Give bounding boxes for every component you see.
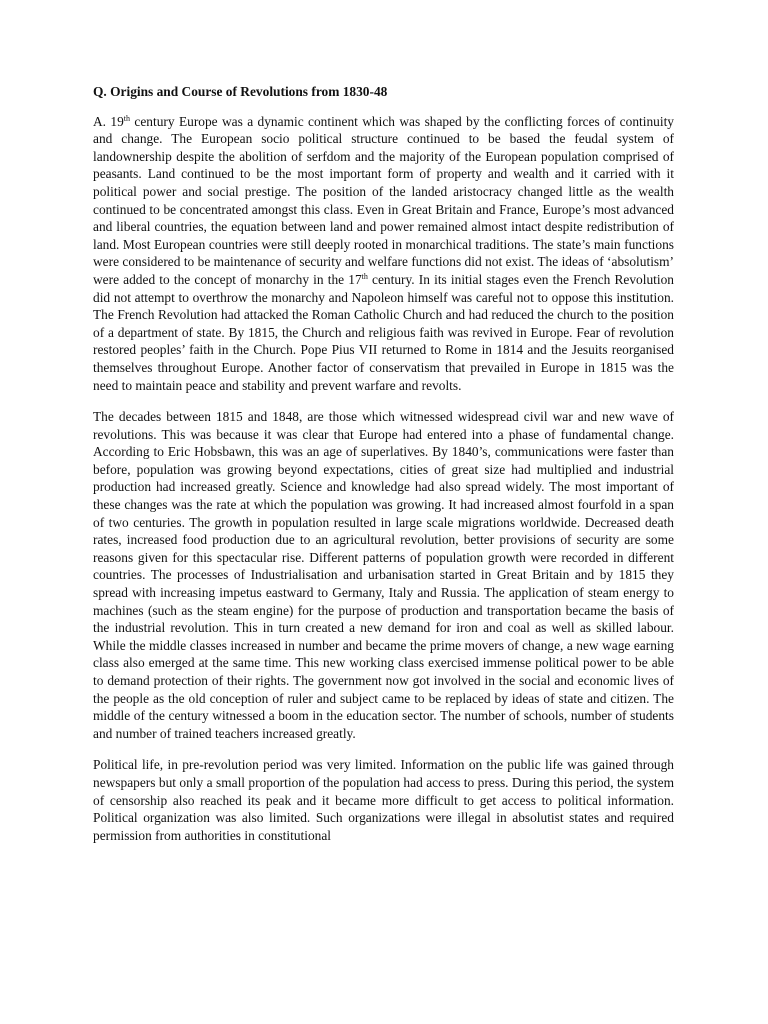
answer-paragraph-2: The decades between 1815 and 1848, are those which witnessed widespread civil war and new wave of revolutions. This was because it was clear that Europe had entered into a phase of fundamental change. According to Eric Hobsbawn, this was an age of superlatives. By 1840’s, communications were faster than before, population was growing beyond expectations, cities of great size had multiplied and industrial production had increased greatly. Science and knowledge had also spread widely. The most important of these changes was the rate at which the population was growing. It had increased almost fourfold in a span of two centuries. The growth in population resulted in large scale migrations worldwide. Decreased death rates, increased food production due to an agricultural revolution, better provisions of security are some reasons given for this spectacular rise. Different patterns of population growth were recorded in different countries. The processes of Industrialisation and urbanisation started in Great Britain and by 1815 they spread with increasing impetus eastward to Germany, Italy and Russia. The application of steam energy to machines (such as the steam engine) for the purpose of production and transportation became the basis of the industrial revolution. This in turn created a new demand for iron and coal as well as skilled labour. While the middle classes increased in number and became the prime movers of change, a new wage earning class also emerged at the same time. This new working class exercised immense political power to be able to demand protection of their rights. The government now got involved in the social and economic lives of the people as the old conception of ruler and subject came to be replaced by ideas of state and citizen. The middle of the century witnessed a boom in the education sector. The number of schools, number of students and number of trained teachers increased greatly. bbox=[93, 409, 674, 741]
answer-paragraph-3: Political life, in pre-revolution period was very limited. Information on the public life was gained through newspapers but only a small proportion of the population had access to press. During this period, the system of censorship also reached its peak and it became more difficult to get access to political information. Political organization was also limited. Such organizations were illegal in absolutist states and required permission from authorities in constitutional bbox=[93, 757, 674, 843]
paragraph-1-text-c: century. In its initial stages even the French Revolution did not attempt to overthrow the monarchy and Napoleon himself was careful not to oppose this institution. The French Revolution had attacked the Roman Catholic Church and had reduced the church to the position of a department of state. By 1815, the Church and religious faith was revived in Europe. Fear of revolution restored peoples’ faith in the Church. Pope Pius VII returned to Rome in 1814 and the Jesuits reorganised themselves throughout Europe. Another factor of conservatism that prevailed in Europe in 1815 was the need to maintain peace and stability and prevent warfare and revolts. bbox=[93, 271, 674, 393]
document-page bbox=[93, 83, 674, 858]
question-heading: Q. Origins and Course of Revolutions from 1830-48 bbox=[93, 84, 388, 99]
paragraph-1-text-a: A. 19 bbox=[93, 113, 124, 129]
ordinal-suffix-2: th bbox=[361, 271, 368, 281]
answer-paragraph-1 bbox=[93, 113, 674, 395]
paragraph-1-text-b: century Europe was a dynamic continent which was shaped by the conflicting forces of continuity and change. The European socio political structure continued to be based the feudal system of landownership despite the abolition of serfdom and the majority of the European population comprised of peasants. Land continued to be the most important form of property and wealth and it carried with it political power and social prestige. The position of the landed aristocracy changed little as the wealth continued to be concentrated amongst this class. Even in Great Britain and France, Europe’s most advanced and liberal countries, the equation between land and power remained almost intact despite redistribution of land. Most European countries were still deeply rooted in monarchical traditions. The state’s main functions were considered to be maintenance of security and welfare functions did not exist. The ideas of ‘absolutism’ were added to the concept of monarchy in the 17 bbox=[93, 113, 674, 287]
ordinal-suffix-1: th bbox=[123, 113, 131, 123]
